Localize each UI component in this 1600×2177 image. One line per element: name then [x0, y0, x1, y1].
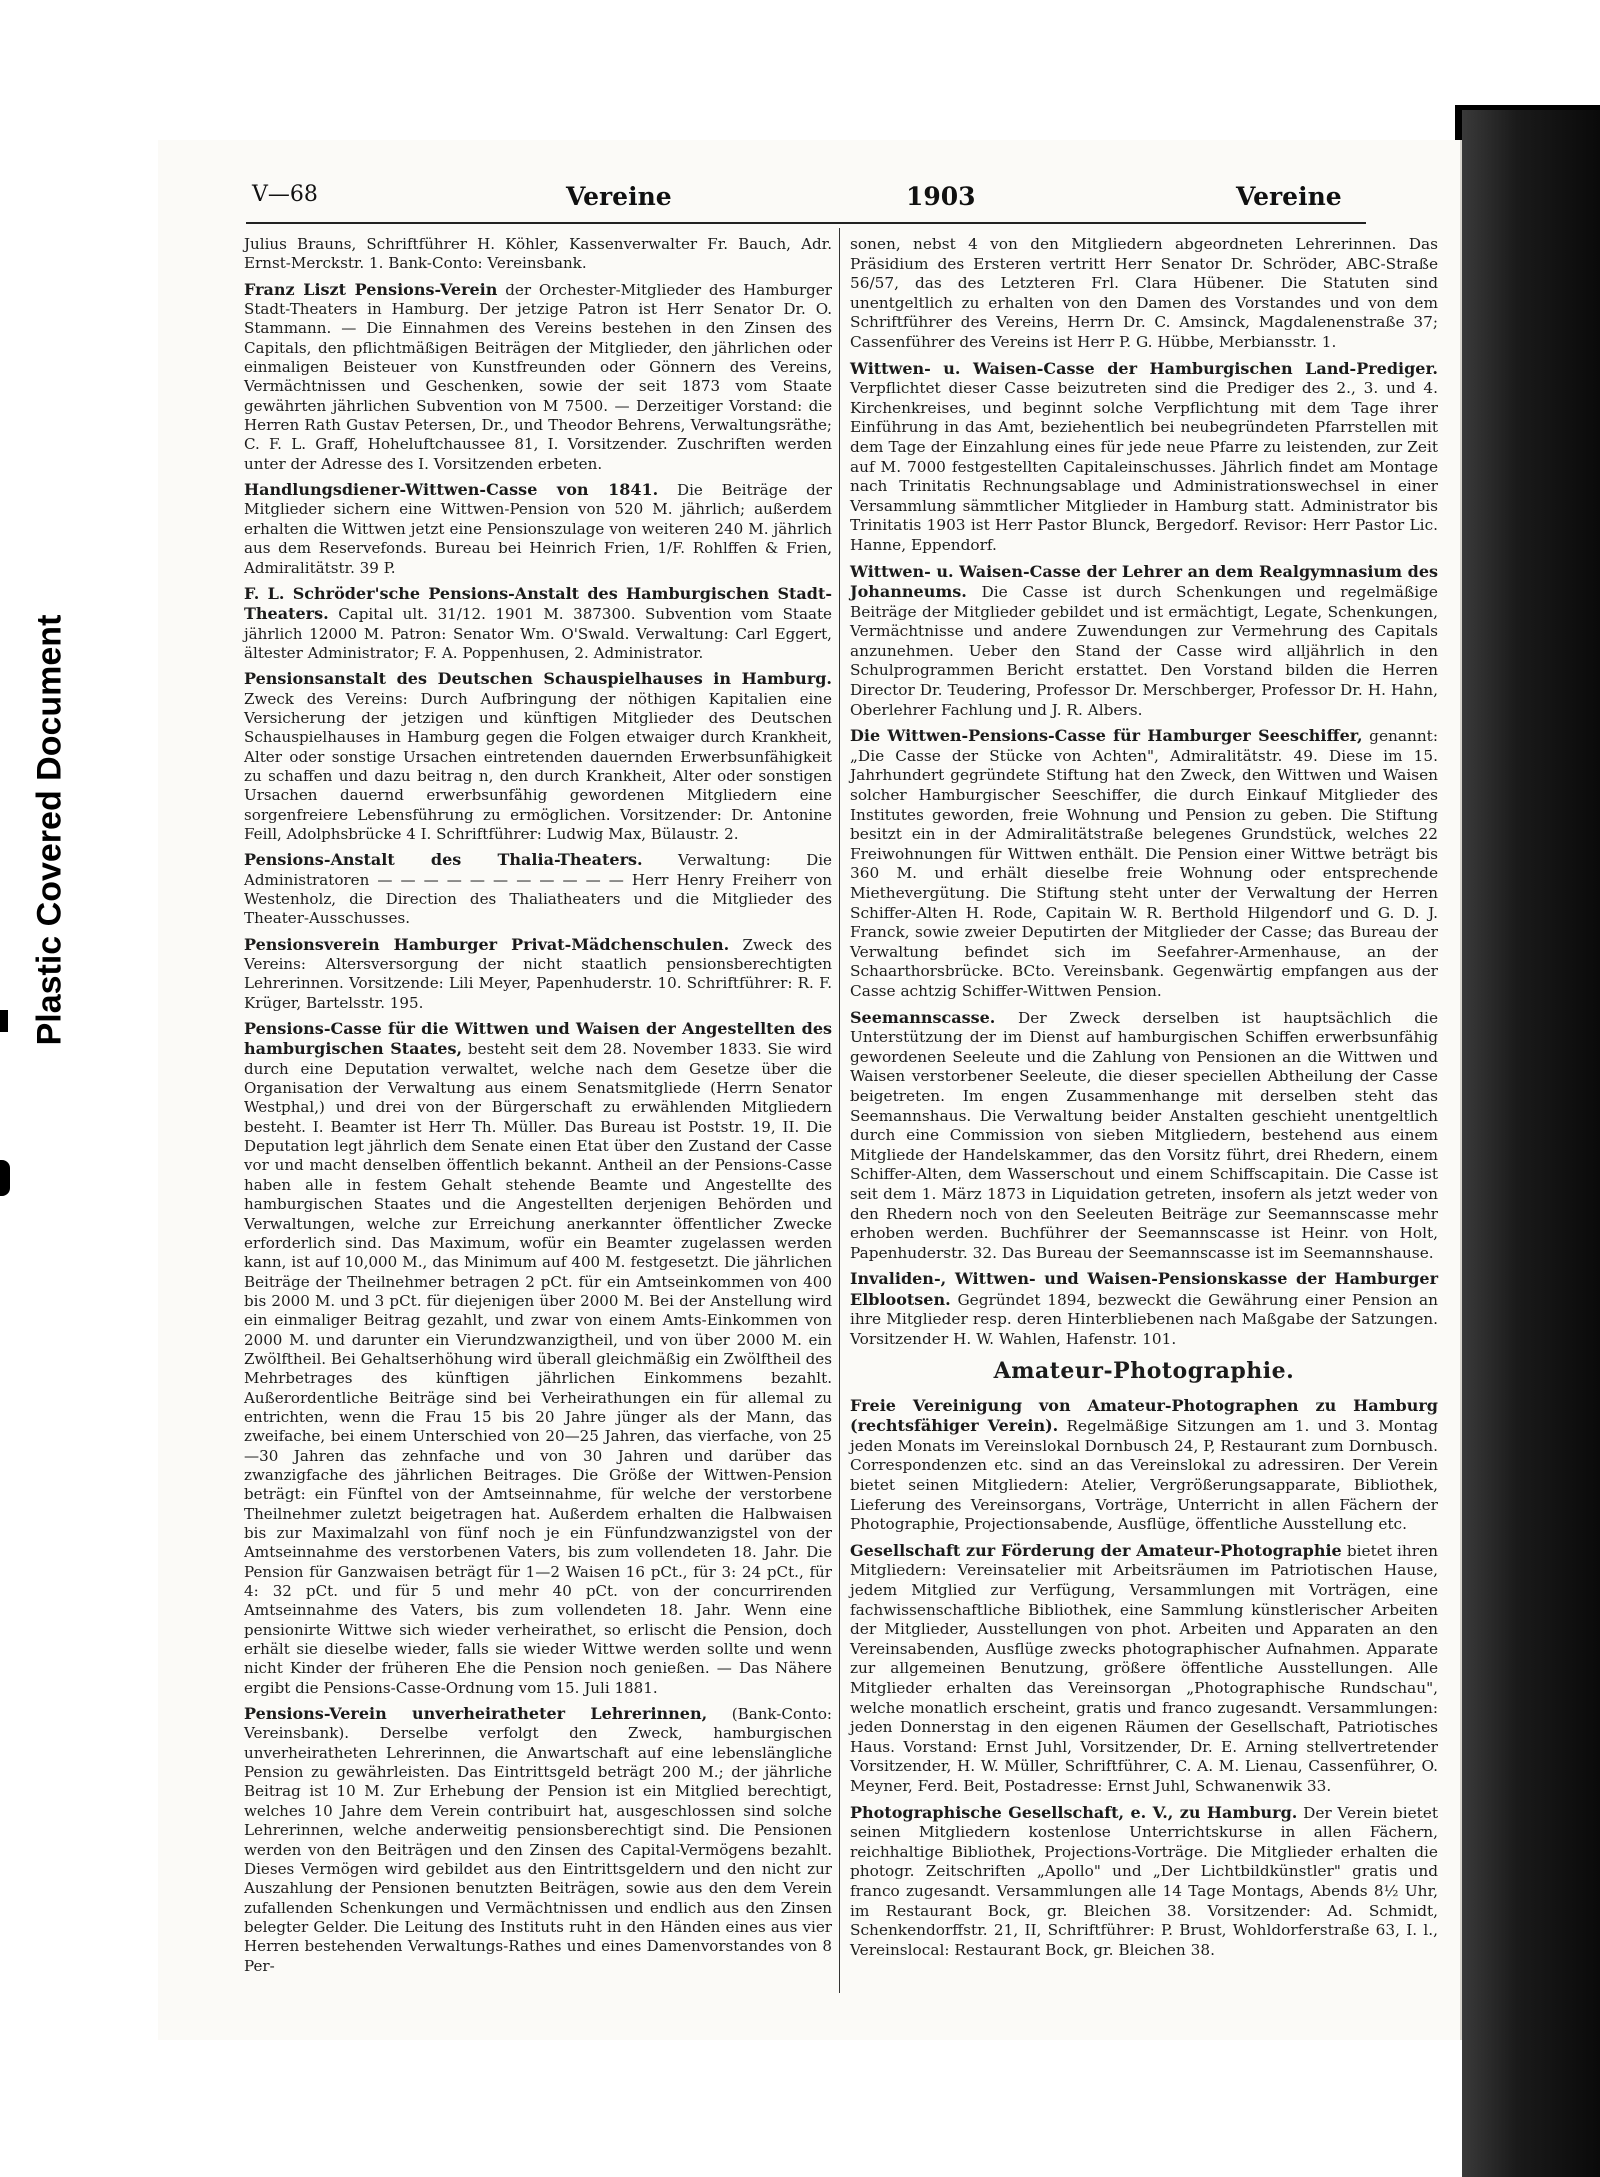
entry-title: Die Wittwen-Pensions-Casse für Hamburger Seeschiffer,: [850, 726, 1363, 746]
entry-title: Gesellschaft zur Förderung der Amateur-Photographie: [850, 1540, 1342, 1560]
side-mark: [0, 1160, 10, 1196]
right-column: [850, 235, 1438, 1966]
section-heading: Amateur-Photographie.: [993, 1357, 1295, 1384]
entry-title: Wittwen- u. Waisen-Casse der Lehrer an dem Realgymnasium des Johanneums.: [850, 561, 1438, 602]
entry-text: besteht seit dem 28. November 1833. Sie wird durch eine Deputation verwaltet, welche nach dem Gesetze über die Organisation der Verwaltung aus einem Senatsmitgliede (Herrn Senator Westphal,) und drei von der Bürgerschaft zu erwählenden Mitgliedern besteht. I. Beamter ist Herr Th. Müller. Das Bureau ist Poststr. 19, II. Die Deputation legt jährlich dem Senate einen Etat über den Zustand der Casse vor und macht denselben öffentlich bekannt. Antheil an der Pensions-Casse haben alle in festem Gehalt stehende Beamte und Angestellte des hamburgischen Staates und die Angestellten derjenigen Behörden und Verwaltungen, welche zur Erreichung anerkannter öffentlicher Zwecke erforderlich sind. Das Maximum, wofür ein Beamter zugelassen werden kann, ist auf 10,000 M., das Minimum auf 400 M. festgesetzt. Die jährlichen Beiträge der Theilnehmer betragen 2 pCt. für ein Amtseinkommen von 400 bis 2000 M. und 3 pCt. für diejenigen über 2000 M. Bei der Anstellung wird ein einmaliger Beitrag gezahlt, und zwar von einem Amts-Einkommen von 2000 M. und darunter ein Vierundzwanzigtheil, und von über 2000 M. ein Zwölftheil. Bei Gehaltserhöhung wird überall gleichmäßig ein Zwölftheil des Mehrbetrages des künftigen jährlichen Einkommens bezahlt. Außerordentliche Beiträge sind bei Verheirathungen ein für allemal zu entrichten, wenn die Frau 15 bis 20 Jahre jünger als der Mann, das zweifache, bei einem Unterschied von 20—25 Jahren, das vierfache, von 25—30 Jahren das zehnfache und von 30 Jahren und darüber das zwanzigfache des jährlichen Beitrages. Die Größe der Wittwen-Pension beträgt: ein Fünftel von der Amtseinnahme, für welche der verstorbene Theilnehmer zuletzt beigetragen hat. Außerdem erhalten die Halbwaisen bis zur Maximalzahl von fünf noch je ein Fünfundzwanzigstel von der Amtseinnahme des verstorbenen Vaters, bis zum vollendeten 18. Jahr. Die Pension für Ganzwaisen beträgt für 1—2 Waisen 16 pCt., für 3: 24 pCt., für 4: 32 pCt. und für 5 und mehr 40 pCt. von der concurrirenden Amtseinnahme des Vaters, bis zum vollendeten 18. Jahr. Wenn eine pensionirte Wittwe sich wieder verheirathet, so erlischt die Pension, doch erhält sie dieselbe wieder, falls sie wieder Wittwe werden sollte und wenn nicht Kinder der früheren Ehe die Pension noch genießen. — Das Nähere ergibt die Pensions-Casse-Ordnung vom 15. Juli 1881.: [244, 1040, 832, 1697]
entry-text: Der Zweck derselben ist hauptsächlich die Unterstützung der im Dienst auf hamburgischen Schiffen erwerbsunfähig gewordenen Seeleute und die Zahlung von Pensionen an die Wittwen und Waisen verstorbener Seeleute, die dieser speciellen Abtheilung der Casse beigetreten. Im engen Zusammenhange mit derselben steht das Seemannshaus. Die Verwaltung beider Anstalten geschieht unentgeltlich durch eine Commission von sieben Mitgliedern, bestehend aus einem Mitgliede der Handelskammer, das den Vorsitz führt, drei Rhedern, einem Schiffer-Alten, dem Wasserschout und einem Schiffscapitain. Die Casse ist seit dem 1. März 1873 in Liquidation getreten, insofern als jetzt weder von den Rhedern noch von den Seeleuten Beiträge zur Seemannscasse mehr erhoben werden. Buchführer der Seemannscasse ist Heinr. von Holt, Papenhuderstr. 32. Das Bureau der Seemannscasse ist im Seemannshause.: [850, 1008, 1438, 1262]
entry-paragraph: [244, 1019, 832, 1698]
entry-paragraph: [850, 726, 1438, 1001]
entry-text: bietet ihren Mitgliedern: Vereinsatelier mit Arbeitsräumen im Patriotischen Hause, jedem Mitglied zur Verfügung, Versammlungen mit Vorträgen, eine fachwissenschaftliche Bibliothek, eine Sammlung künstlerischer Arbeiten der Mitglieder, Ausstellungen von phot. Arbeiten und Apparaten an den Vereinsabenden, Ausflüge zwecks photographischer Aufnahmen. Apparate zur allgemeinen Benutzung, größere öffentliche Ausstellungen. Alle Mitglieder erhalten das Vereinsorgan „Photographische Rundschau", welche monatlich erscheint, gratis und franco zugesandt. Versammlungen: jeden Donnerstag in den eigenen Räumen der Gesellschaft, Patriotisches Haus. Vorstand: Ernst Juhl, Vorsitzender, Dr. E. Arning stellvertretender Vorsitzender, H. W. Müller, Schriftführer, C. A. M. Lienau, Cassenführer, O. Meyner, Ferd. Beit, Postadresse: Ernst Juhl, Schwanenwik 33.: [850, 1541, 1438, 1795]
column-rule: [839, 228, 840, 1993]
entry-paragraph: [850, 1269, 1438, 1349]
entry-paragraph: [244, 1704, 832, 1976]
entry-paragraph: [244, 850, 832, 928]
side-label: [20, 555, 80, 1100]
entry-text: (Bank-Conto: Vereinsbank). Derselbe verfolgt den Zweck, hamburgischen unverheiratheten Lehrerinnen, die Anwartschaft auf eine lebenslängliche Pension zu gewährleisten. Das Eintrittsgeld beträgt 200 M.; der jährliche Beitrag ist 10 M. Zur Erhebung der Pension ist ein Mitglied berechtigt, welches 10 Jahre dem Verein contribuirt hat, ausgeschlossen sind solche Lehrerinnen, welche anderweitig pensionsberechtigt sind. Die Pensionen werden von den Beiträgen und den Zinsen des Capital-Vermögens bezahlt. Dieses Vermögen wird gebildet aus den Eintrittsgeldern und den nicht zur Auszahlung der Pensionen benutzten Beiträgen, sowie aus den dem Verein zufallenden Schenkungen und Vermächtnissen und endlich aus den Zinsen belegter Gelder. Die Leitung des Instituts ruht in den Händen eines aus vier Herren bestehenden Verwaltungs-Rathes und eines Damenvorstandes von 8 Per-: [244, 1705, 832, 1975]
entry-title: Pensions-Verein unverheiratheter Lehrerinnen,: [244, 1704, 708, 1724]
entry-text: Julius Brauns, Schriftführer H. Köhler, Kassenverwalter Fr. Bauch, Adr. Ernst-Merckstr. 1. Bank-Conto: Vereinsbank.: [244, 235, 832, 273]
entry-text: Die Casse ist durch Schenkungen und regelmäßige Beiträge der Mitglieder gebildet und ist ermächtigt, Legate, Schenkungen, Vermächtnisse und andere Zuwendungen zur Vermehrung des Capitals anzunehmen. Ueber den Stand der Casse wird alljährlich in den Schulprogrammen Bericht erstattet. Den Vorstand bilden die Herren Director Dr. Teudering, Professor Dr. Merschberger, Professor Dr. H. Hahn, Oberlehrer Fachlung und J. R. Albers.: [850, 583, 1438, 719]
entry-title: Pensions-Anstalt des Thalia-Theaters.: [244, 850, 643, 870]
header-left-title: Vereine: [566, 182, 672, 211]
entry-paragraph: [244, 480, 832, 578]
entry-paragraph: [244, 280, 832, 474]
entry-text: sonen, nebst 4 von den Mitgliedern abgeordneten Lehrerinnen. Das Präsidium des Ersteren vertritt Herr Senator Dr. Schröder, ABC-Straße 56/57, das des Letzteren Frl. Clara Hübener. Die Statuten sind unentgeltlich zu erhalten von den Damen des Vorstandes und von dem Schriftführer des Vereins, Herrn Dr. C. Amsinck, Magdalenenstraße 37; Cassenführer des Vereins ist Herr P. G. Hübbe, Merbiansstr. 1.: [850, 235, 1438, 351]
entry-title: Photographische Gesellschaft, e. V., zu Hamburg.: [850, 1802, 1298, 1822]
entry-text: Verwaltung: Die Administratoren — — — — — — — — — — — Herr Henry Freiherr von Westenholz, die Direction des Thaliatheaters und die Mitglieder des Theater-Ausschusses.: [244, 851, 832, 928]
header-year: 1903: [906, 182, 976, 211]
entry-text: Die Beiträge der Mitglieder sichern eine Wittwen-Pension von 520 M. jährlich; außerdem erhalten die Wittwen jetzt eine Pensionszulage von weiteren 240 M. jährlich aus dem Reservefonds. Bureau bei Heinrich Frien, 1/F. Rohlffen & Frien, Admiralitätstr. 39 P.: [244, 481, 832, 577]
entry-text: Zweck des Vereins: Durch Aufbringung der nöthigen Kapitalien eine Versicherung der jetzigen und künftigen Mitglieder des Deutschen Schauspielhauses in Hamburg gegen die Folgen etwaiger durch Krankheit, Alter oder sonstige Ursachen eintretenden dauernden Erwerbsunfähigkeit zu schaffen und dazu beitrag n, den durch Krankheit, Alter oder sonstigen Ursachen dauernd erwerbsunfähig gewordenen Mitgliedern eine sorgenfreiere Lebensführung zu ermöglichen. Vorsitzender: Dr. Antonine Feill, Adolphsbrücke 4 I. Schriftführer: Ludwig Max, Bülaustr. 2.: [244, 689, 832, 843]
side-mark: [0, 1010, 8, 1032]
entry-title: Invaliden-, Wittwen- und Waisen-Pensionskasse der Hamburger Elblootsen.: [850, 1269, 1438, 1309]
entry-paragraph: [244, 235, 832, 274]
entry-paragraph: [244, 584, 832, 663]
scanner-edge: [1462, 110, 1600, 2177]
entry-paragraph: [850, 359, 1438, 556]
entry-paragraph: [850, 1803, 1438, 1961]
entry-title: Wittwen- u. Waisen-Casse der Hamburgischen Land-Prediger.: [850, 358, 1438, 378]
entry-text: Der Verein bietet seinen Mitgliedern kostenlose Unterrichtskurse in allen Fächern, reichhaltige Bibliothek, Projections-Vorträge. Die Mitglieder erhalten die photogr. Zeitschriften „Apollo" und „Der Lichtbildkünstler" gratis und franco zugesandt. Versammlungen alle 14 Tage Montags, Abends 8½ Uhr, im Restaurant Bock, gr. Bleichen 38. Vorsitzender: Ad. Schmidt, Schenkendorffstr. 21, II, Schriftführer: P. Brust, Wohldorferstraße 63, I. l., Vereinslocal: Restaurant Bock, gr. Bleichen 38.: [850, 1803, 1438, 1959]
entry-paragraph: [850, 1541, 1438, 1797]
entry-title: Franz Liszt Pensions-Verein: [244, 279, 498, 299]
side-marks: [0, 1010, 14, 1200]
left-column: [244, 235, 832, 1982]
entry-text: Regelmäßige Sitzungen am 1. und 3. Montag jeden Monats im Vereinslokal Dornbusch 24, P, Restaurant zum Dornbusch. Correspondenzen etc. sind an das Vereinslokal zu adressiren. Der Verein bietet seinen Mitgliedern: Atelier, Vergrößerungsapparate, Bibliothek, Lieferung des Vereinsorgans, Vorträge, Unterricht in allen Fächern der Photographie, Projectionsabende, Ausflüge, öffentliche Ausstellung etc.: [850, 1417, 1438, 1534]
entry-title: Pensionsverein Hamburger Privat-Mädchenschulen.: [244, 934, 730, 954]
header-right-title: Vereine: [1236, 182, 1342, 211]
entry-text: der Orchester-Mitglieder des Hamburger Stadt-Theaters in Hamburg. Der jetzige Patron ist Herr Senator Dr. O. Stammann. — Die Einnahmen des Vereins bestehen in den Zinsen des Capitals, den pflichtmäßigen Beiträgen der Mitglieder, den jährlichen oder einmaligen Beisteuer von Kunstfreunden oder Gönnern des Vereins, Vermächtnissen und Geschenken, sowie der seit 1873 vom Staate gewährten jährlichen Subvention von M 7500. — Derzeitiger Vorstand: die Herren Rath Gustav Petersen, Dr., und Theodor Behrens, Verwaltungsräthe; C. F. L. Graff, Hoheluftchaussee 81, I. Vorsitzender. Zuschriften werden unter der Adresse des I. Vorsitzenden erbeten.: [244, 280, 832, 473]
entry-text: Gegründet 1894, bezweckt die Gewährung einer Pension an ihre Mitglieder resp. deren Hinterbliebenen nach Maßgabe der Satzungen. Vorsitzender H. W. Wahlen, Hafenstr. 101.: [850, 1290, 1438, 1349]
header-rule: [246, 222, 1366, 224]
entry-title: Seemannscasse.: [850, 1007, 996, 1027]
entry-paragraph: [850, 1396, 1438, 1535]
entry-text: Zweck des Vereins: Altersversorgung der nicht staatlich pensionsberechtigten Lehrerinnen. Vorsitzende: Lili Meyer, Papenhuderstr. 10. Schriftführer: R. F. Krüger, Bartelsstr. 195.: [244, 935, 832, 1012]
page-number: V—68: [252, 182, 318, 207]
side-label-text: Plastic Covered Document: [30, 614, 69, 1046]
entry-title: F. L. Schröder'sche Pensions-Anstalt des Hamburgischen Stadt-Theaters.: [244, 583, 832, 624]
entry-paragraph: [244, 935, 832, 1013]
entry-text: genannt: „Die Casse der Stücke von Achten", Admiralitätstr. 49. Diese im 15. Jahrhundert gegründete Stiftung hat den Zweck, den Wittwen und Waisen solcher Hamburgischer Seeschiffer, die durch Einkauf Mitglieder des Institutes geworden, freie Wohnung und Pension zu geben. Die Stiftung besitzt ein in der Admiralitätstraße belegenes Grundstück, welches 22 Freiwohnungen für Wittwen enthält. Die Pension einer Wittwe beträgt bis 360 M. und erhält dieselbe freie Wohnung oder entsprechende Miethevergütung. Die Stiftung steht unter der Verwaltung der Herren Schiffer-Alten H. Rode, Capitain W. R. Berthold Hilgendorf und G. D. J. Franck, sowie zweier Deputirten der Mitglieder der Casse; das Bureau der Verwaltung befindet sich im Seefahrer-Armenhause, an der Schaarthorsbrücke. BCto. Vereinsbank. Gegenwärtig empfangen aus der Casse achtzig Schiffer-Wittwen Pension.: [850, 727, 1438, 1000]
entry-paragraph: [850, 1008, 1438, 1264]
entry-title: Freie Vereinigung von Amateur-Photographen zu Hamburg (rechtsfähiger Verein).: [850, 1395, 1438, 1436]
entry-paragraph: [244, 669, 832, 844]
page-header: [246, 182, 1366, 216]
entry-title: Pensions-Casse für die Wittwen und Waisen der Angestellten des hamburgischen Staates,: [244, 1019, 832, 1059]
document-page: [158, 140, 1462, 2040]
entry-paragraph: [850, 235, 1438, 353]
entry-title: Pensionsanstalt des Deutschen Schauspielhauses in Hamburg.: [244, 669, 832, 689]
entry-title: Handlungsdiener-Wittwen-Casse von 1841.: [244, 480, 659, 500]
entry-paragraph: [850, 562, 1438, 721]
entry-text: Verpflichtet dieser Casse beizutreten sind die Prediger des 2., 3. und 4. Kirchenkreises, und beginnt solche Verpflichtung mit dem Tage ihrer Einführung in das Amt, beziehentlich bei neubegründeten Pfarrstellen mit dem Tage der Einzahlung eines für jede neue Pfarre zu leistenden, zur Zeit auf M. 7000 festgestellten Capitaleinschusses. Jährlich findet am Montage nach Trinitatis Rechnungsablage und Administrationswechsel in einer Versammlung sämmtlicher Mitglieder in Hamburg statt. Administrator bis Trinitatis 1903 ist Herr Pastor Blunck, Bergedorf. Revisor: Herr Pastor Lic. Hanne, Eppendorf.: [850, 379, 1438, 554]
entry-text: Capital ult. 31/12. 1901 M. 387300. Subvention vom Staate jährlich 12000 M. Patron: Senator Wm. O'Swald. Verwaltung: Carl Eggert, ältester Administrator; F. A. Poppenhusen, 2. Administrator.: [244, 605, 832, 662]
